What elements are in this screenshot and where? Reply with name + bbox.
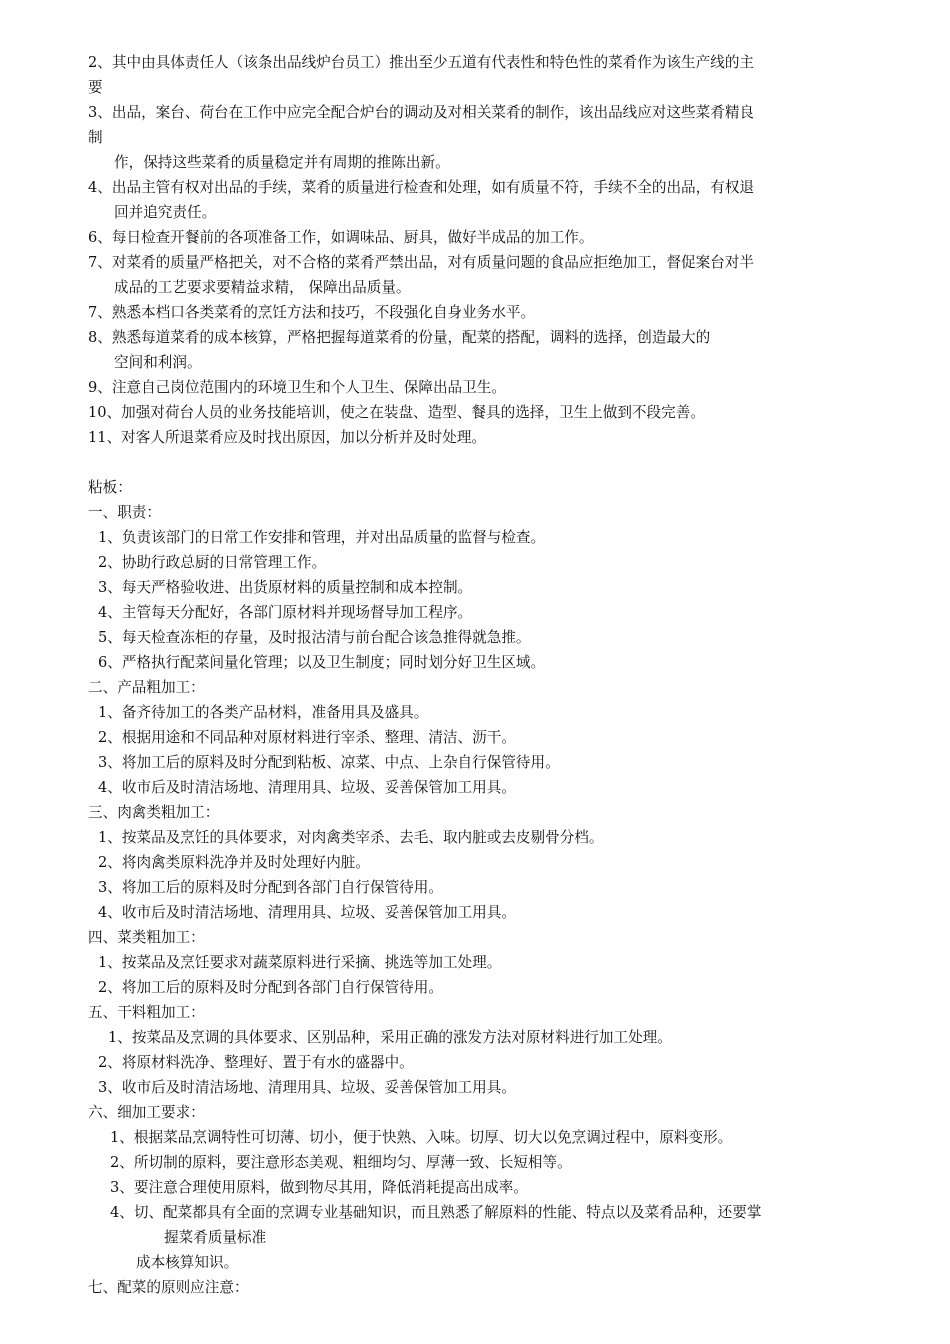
list-item: 3、要注意合理使用原料，做到物尽其用，降低消耗提高出成率。: [110, 1179, 528, 1196]
text-line: 2、其中由具体责任人（该条出品线炉台员工）推出至少五道有代表性和特色性的菜肴作为该生产线的主: [88, 54, 755, 71]
list-item: 3、收市后及时清洁场地、清理用具、垃圾、妥善保管加工用具。: [98, 1079, 516, 1096]
text-line: 7、对菜肴的质量严格把关，对不合格的菜肴严禁出品，对有质量问题的食品应拒绝加工，督促案台对半: [88, 254, 755, 271]
list-item: 5、每天检查冻柜的存量，及时报沽清与前台配合该急推得就急推。: [98, 629, 531, 646]
text-line: 6、每日检查开餐前的各项准备工作，如调味品、厨具，做好半成品的加工作。: [88, 229, 594, 246]
text-line: 11、对客人所退菜肴应及时找出原因，加以分析并及时处理。: [88, 429, 487, 446]
list-item: 4、切、配菜都具有全面的烹调专业基础知识，而且熟悉了解原料的性能、特点以及菜肴品种，还要掌: [110, 1204, 762, 1221]
list-item: 2、将原材料洗净、整理好、置于有水的盛器中。: [98, 1054, 414, 1071]
list-item: 2、协助行政总厨的日常管理工作。: [98, 554, 327, 571]
text-line: 成品的工艺要求要精益求精， 保障出品质量。: [114, 279, 411, 296]
section-heading: 三、肉禽类粗加工：: [88, 804, 220, 821]
list-item: 3、将加工后的原料及时分配到粘板、凉菜、中点、上杂自行保管待用。: [98, 754, 560, 771]
list-item: 1、负责该部门的日常工作安排和管理，并对出品质量的监督与检查。: [98, 529, 546, 546]
text-line: 空间和利润。: [114, 354, 202, 371]
section-heading: 五、干料粗加工：: [88, 1004, 205, 1021]
list-item: 1、根据菜品烹调特性可切薄、切小，便于快熟、入味。切厚、切大以免烹调过程中，原料变形。: [110, 1129, 733, 1146]
list-item: 3、将加工后的原料及时分配到各部门自行保管待用。: [98, 879, 443, 896]
text-line: 回并追究责任。: [114, 204, 217, 221]
text-line: 握菜肴质量标准: [164, 1229, 267, 1246]
text-line: 3、出品，案台、荷台在工作中应完全配合炉台的调动及对相关菜肴的制作，该出品线应对这些菜肴精良: [88, 104, 755, 121]
list-item: 4、收市后及时清洁场地、清理用具、垃圾、妥善保管加工用具。: [98, 904, 516, 921]
section-heading: 二、产品粗加工：: [88, 679, 205, 696]
list-item: 2、将肉禽类原料洗净并及时处理好内脏。: [98, 854, 370, 871]
list-item: 4、收市后及时清洁场地、清理用具、垃圾、妥善保管加工用具。: [98, 779, 516, 796]
text-line: 10、加强对荷台人员的业务技能培训，使之在装盘、造型、餐具的选择，卫生上做到不段完善。: [88, 404, 705, 421]
list-item: 1、按菜品及烹调的具体要求、区别品种，采用正确的涨发方法对原材料进行加工处理。: [108, 1029, 672, 1046]
list-item: 3、每天严格验收进、出货原材料的质量控制和成本控制。: [98, 579, 473, 596]
list-item: 1、备齐待加工的各类产品材料，准备用具及盛具。: [98, 704, 429, 721]
text-line: 9、注意自己岗位范围内的环境卫生和个人卫生、保障出品卫生。: [88, 379, 506, 396]
text-line: 要: [88, 79, 103, 96]
text-line: 作，保持这些菜肴的质量稳定并有周期的推陈出新。: [114, 154, 450, 171]
text-line: 8、熟悉每道菜肴的成本核算，严格把握每道菜肴的份量，配菜的搭配，调料的选择，创造最大的: [88, 329, 711, 346]
text-line: 制: [88, 129, 103, 146]
list-item: 2、所切制的原料，要注意形态美观、粗细均匀、厚薄一致、长短相等。: [110, 1154, 572, 1171]
section-heading: 六、细加工要求：: [88, 1104, 205, 1121]
list-item: 2、根据用途和不同品种对原材料进行宰杀、整理、清洁、沥干。: [98, 729, 516, 746]
section-heading: 七、配菜的原则应注意：: [88, 1279, 249, 1296]
list-item: 6、严格执行配菜间量化管理；以及卫生制度；同时划分好卫生区域。: [98, 654, 546, 671]
text-line: 成本核算知识。: [136, 1254, 239, 1271]
text-line: 4、出品主管有权对出品的手续，菜肴的质量进行检查和处理，如有质量不符，手续不全的出品，有权退: [88, 179, 755, 196]
list-item: 4、主管每天分配好，各部门原材料并现场督导加工程序。: [98, 604, 473, 621]
section-heading: 四、菜类粗加工：: [88, 929, 205, 946]
section-heading: 粘板：: [88, 479, 132, 496]
list-item: 2、将加工后的原料及时分配到各部门自行保管待用。: [98, 979, 443, 996]
section-heading: 一、职责：: [88, 504, 161, 521]
list-item: 1、按菜品及烹饪要求对蔬菜原料进行采摘、挑选等加工处理。: [98, 954, 502, 971]
list-item: 1、按菜品及烹饪的具体要求，对肉禽类宰杀、去毛、取内脏或去皮剔骨分档。: [98, 829, 604, 846]
text-line: 7、熟悉本档口各类菜肴的烹饪方法和技巧，不段强化自身业务水平。: [88, 304, 536, 321]
blank-line: [88, 450, 870, 475]
